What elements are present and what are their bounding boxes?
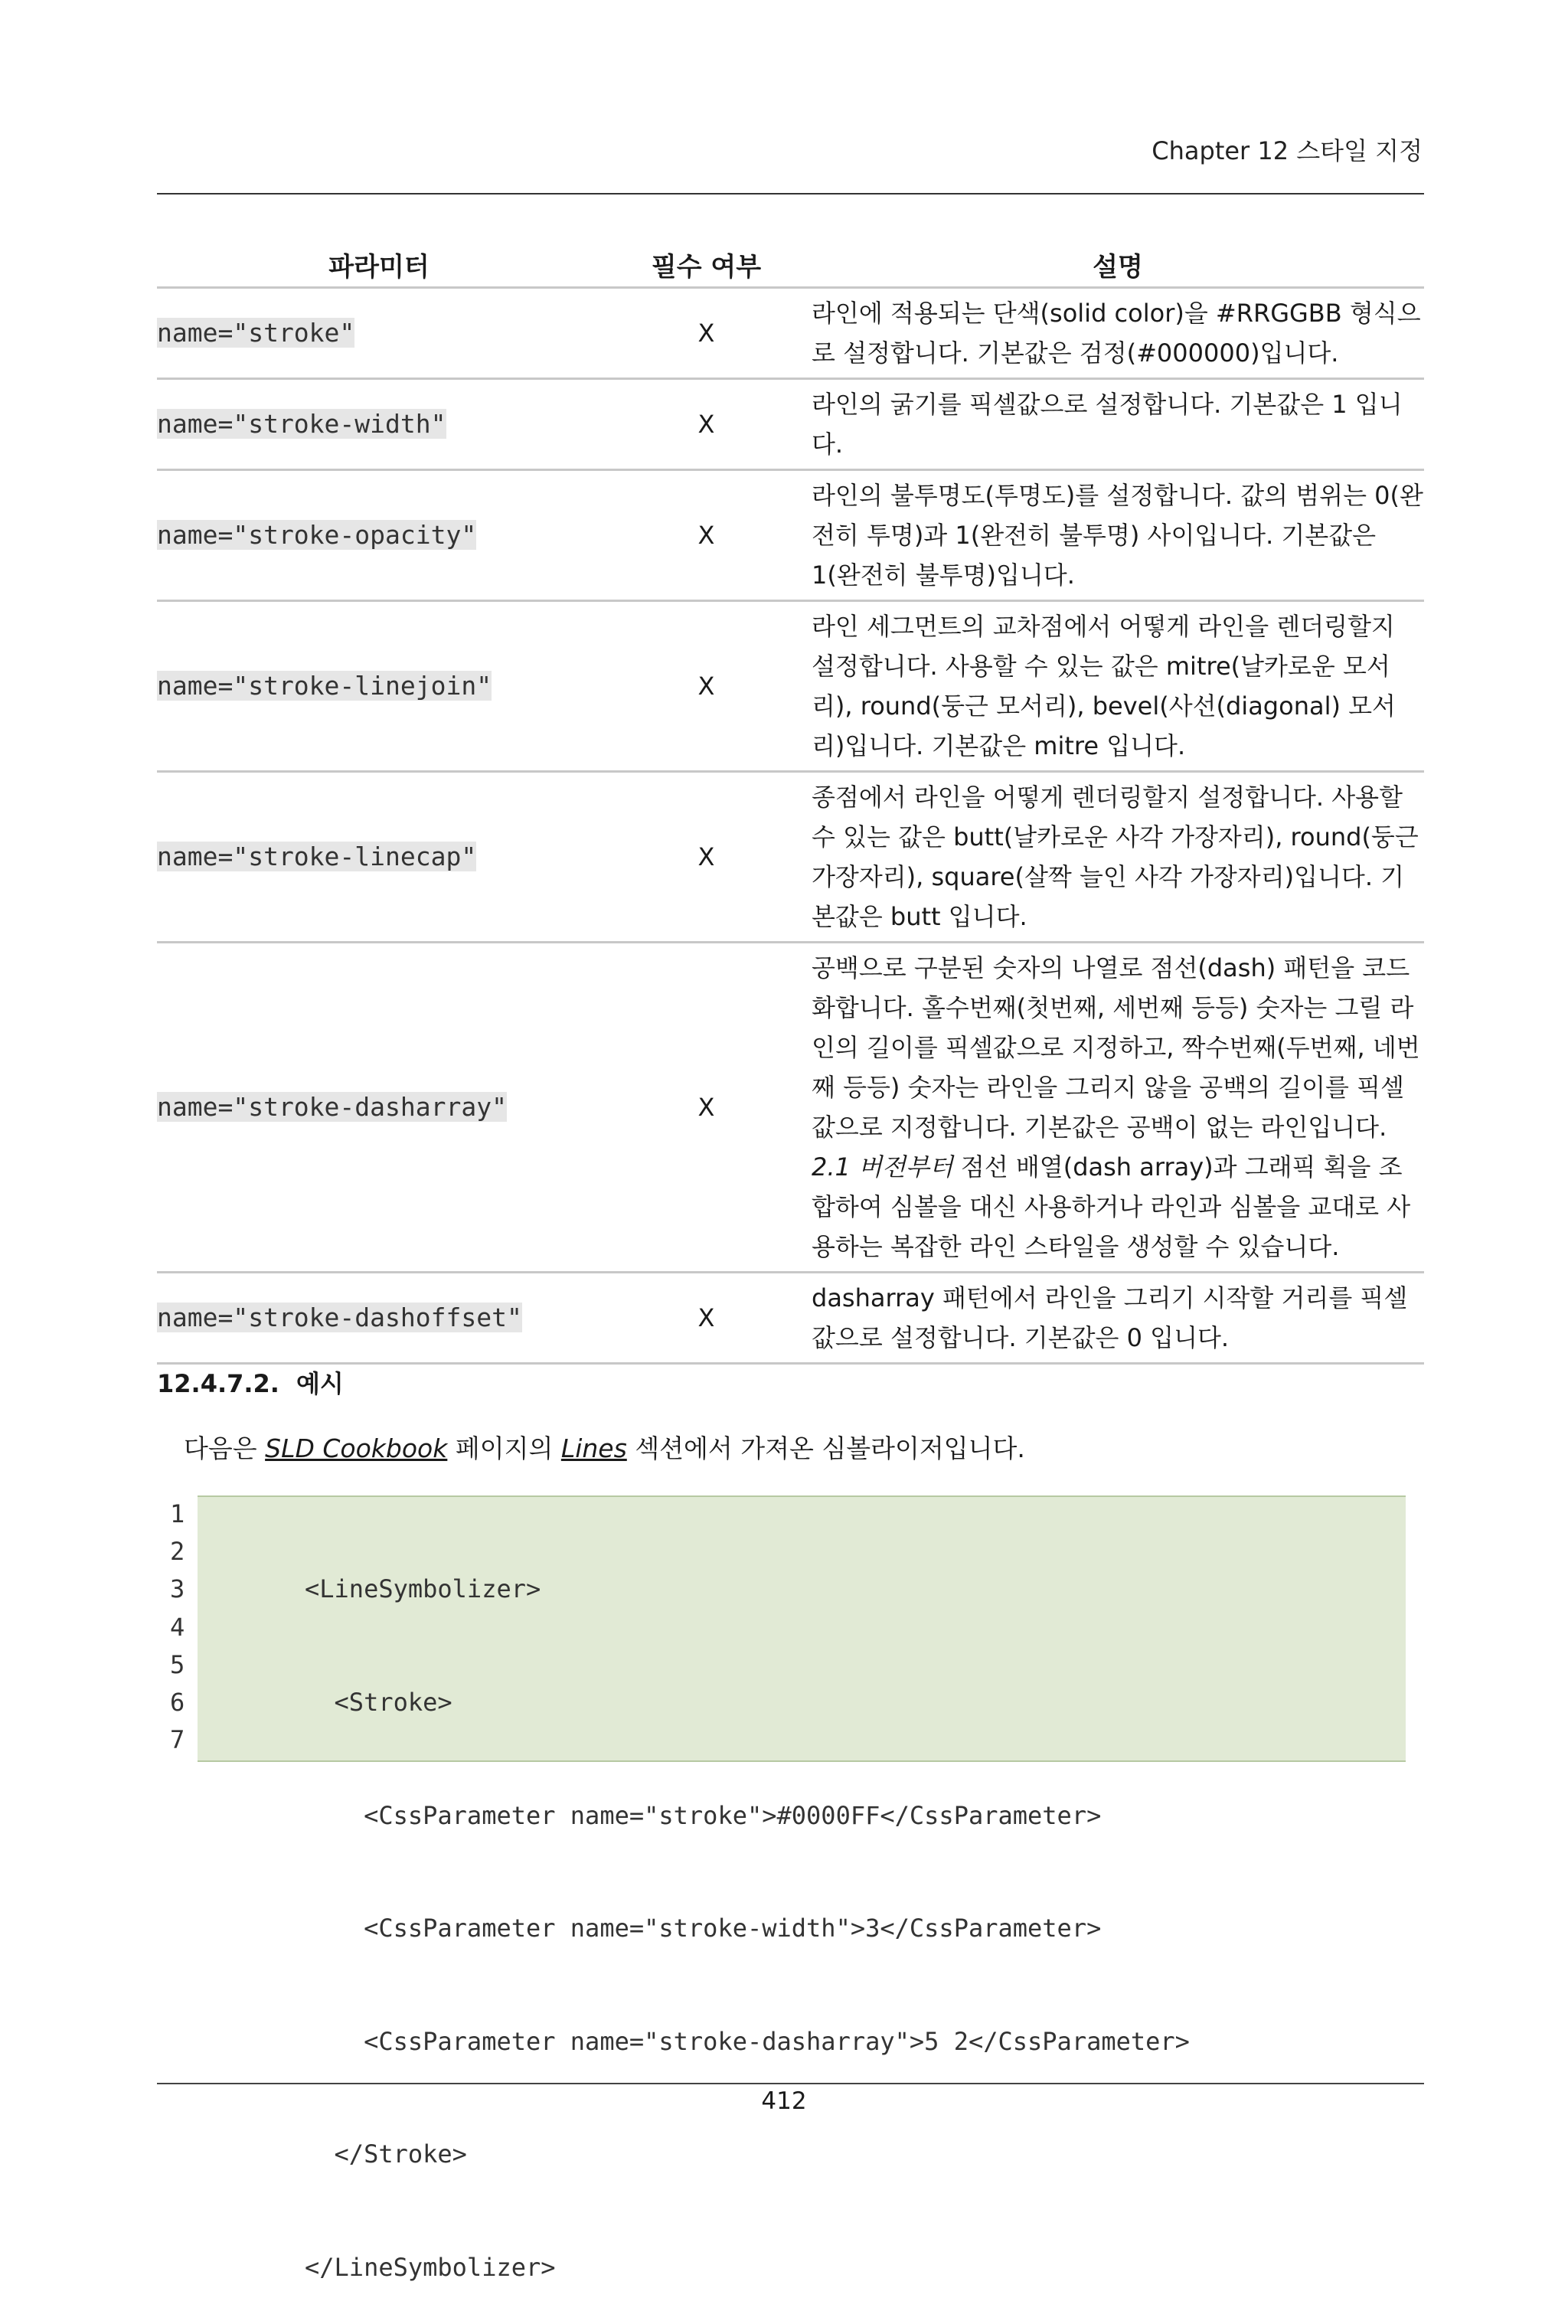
code-line: <LineSymbolizer> (305, 1574, 541, 1604)
param-description (812, 943, 1424, 1273)
header-param: 파라미터 (157, 242, 601, 288)
table-row (157, 470, 1424, 601)
param-name: name="stroke-opacity" (157, 520, 477, 550)
param-required: X (601, 601, 812, 772)
code-line: <CssParameter name="stroke-dasharray">5 2</CssParameter> (305, 2026, 1190, 2056)
header-required: 필수 여부 (601, 242, 812, 288)
section-heading (157, 1365, 344, 1400)
param-name: name="stroke-dashoffset" (157, 1303, 522, 1332)
code-line-number: 7 (170, 1725, 185, 1755)
param-description: dasharray 패턴에서 라인을 그리기 시작할 거리를 픽셀값으로 설정합니다. 기본값은 0 입니다. (812, 1273, 1424, 1364)
param-name: name="stroke-dasharray" (157, 1092, 507, 1122)
code-line: </LineSymbolizer> (305, 2253, 556, 2283)
param-description: 라인에 적용되는 단색(solid color)을 #RRGGBB 형식으로 설정합니다. 기본값은 검정(#000000)입니다. (812, 288, 1424, 379)
page-header-title: Chapter 12 스타일 지정 (1152, 136, 1423, 165)
param-description: 라인의 굵기를 픽셀값으로 설정합니다. 기본값은 1 입니다. (812, 379, 1424, 470)
code-lines (305, 1495, 1190, 2324)
footer-rule (157, 2083, 1424, 2084)
code-line: <Stroke> (305, 1688, 452, 1718)
version-note-italic: 2.1 버전부터 (812, 1152, 953, 1182)
code-line: <CssParameter name="stroke">#0000FF</CssParameter> (305, 1800, 1102, 1830)
param-name: name="stroke" (157, 318, 355, 348)
code-line: <CssParameter name="stroke-width">3</CssParameter> (305, 1914, 1102, 1943)
param-required: X (601, 379, 812, 470)
header-description: 설명 (812, 242, 1424, 288)
param-name: name="stroke-width" (157, 409, 446, 439)
param-required: X (601, 288, 812, 379)
code-line-number: 3 (170, 1574, 185, 1604)
code-line-number: 5 (170, 1649, 185, 1679)
version-note-text: 점선 배열(dash array)과 그래픽 획을 조합하여 심볼을 대신 사용하거나 라인과 심볼을 교대로 사용하는 복잡한 라인 스타일을 생성할 수 있습니다. (812, 1152, 1411, 1261)
table-row (157, 379, 1424, 470)
param-description: 종점에서 라인을 어떻게 렌더링할지 설정합니다. 사용할 수 있는 값은 butt(날카로운 사각 가장자리), round(둥근 가장자리), square(살짝 늘인 사각 가장자리)입니다. 기본값은 butt 입니다. (812, 772, 1424, 943)
table-row (157, 601, 1424, 772)
page-number: 412 (761, 2087, 807, 2115)
table-row (157, 772, 1424, 943)
param-description: 라인 세그먼트의 교차점에서 어떻게 라인을 렌더링할지 설정합니다. 사용할 수 있는 값은 mitre(날카로운 모서리), round(둥근 모서리), bevel(사선(diagonal) 모서리)입니다. 기본값은 mitre 입니다. (812, 601, 1424, 772)
code-line-number: 6 (170, 1688, 185, 1718)
header-rule (157, 193, 1424, 194)
param-required: X (601, 1273, 812, 1364)
table-row (157, 943, 1424, 1273)
code-line-numbers (170, 1495, 201, 1759)
table-row (157, 1273, 1424, 1364)
param-required: X (601, 772, 812, 943)
intro-paragraph: 다음은 SLD Cookbook 페이지의 Lines 섹션에서 가져온 심볼라이저입니다. (184, 1433, 1025, 1463)
param-required: X (601, 943, 812, 1273)
table-row (157, 288, 1424, 379)
param-name: name="stroke-linejoin" (157, 671, 492, 701)
code-line: </Stroke> (305, 2139, 467, 2169)
parameter-table (157, 242, 1424, 1365)
table-header-row (157, 242, 1424, 288)
code-line-number: 1 (170, 1499, 185, 1528)
param-name: name="stroke-linecap" (157, 842, 477, 871)
section-title: 예시 (296, 1369, 344, 1398)
param-required: X (601, 470, 812, 601)
lines-link[interactable]: Lines (560, 1433, 627, 1463)
section-number: 12.4.7.2. (157, 1369, 279, 1398)
param-description: 라인의 불투명도(투명도)를 설정합니다. 값의 범위는 0(완전히 투명)과 1(완전히 불투명) 사이입니다. 기본값은 1(완전히 불투명)입니다. (812, 470, 1424, 601)
code-line-number: 2 (170, 1537, 185, 1567)
sld-cookbook-link[interactable]: SLD Cookbook (265, 1433, 448, 1463)
code-line-number: 4 (170, 1612, 185, 1642)
param-description-text: 공백으로 구분된 숫자의 나열로 점선(dash) 패턴을 코드화합니다. 홀수번째(첫번째, 세번째 등등) 숫자는 그릴 라인의 길이를 픽셀값으로 지정하고, 짝수번째(두번째, 네번째 등등) 숫자는 라인을 그리지 않을 공백의 길이를 픽셀값으로 지정합니다. 기본값은 공백이 없는 라인입니다. (812, 953, 1420, 1142)
